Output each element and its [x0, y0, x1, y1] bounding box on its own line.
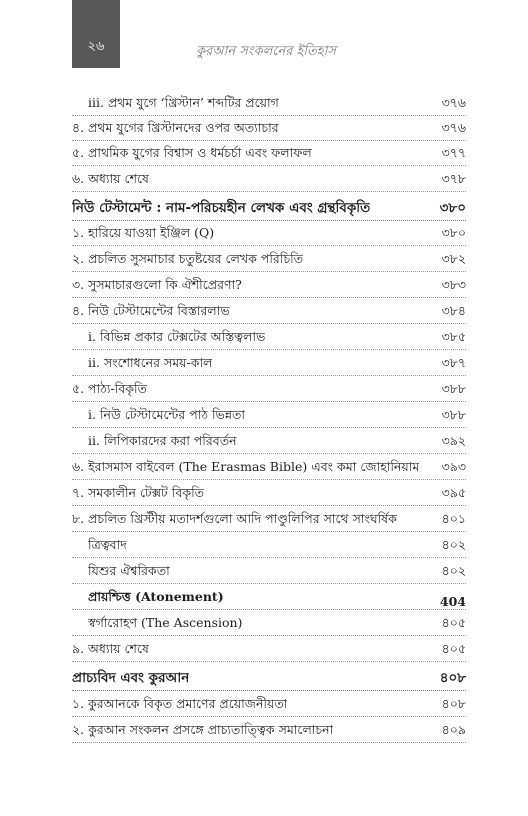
- toc-entry-page: 404: [439, 594, 466, 609]
- toc-entry: [72, 456, 466, 480]
- toc-entry-title: ৪. নিউ টেস্টামেন্টের বিস্তারলাভ: [72, 303, 230, 318]
- toc-entry: [72, 248, 466, 272]
- toc-entry: [72, 508, 466, 532]
- toc-entry-title: iii. প্রথম যুগে ‘খ্রিস্টান’ শব্দটির প্রয়োগ: [88, 95, 279, 110]
- toc-entry: [72, 168, 466, 192]
- toc-section-heading: [72, 665, 466, 691]
- toc-entry-title: যিশুর ঐশ্বরিকতা: [88, 563, 170, 578]
- toc-entry-page: ৩৮৩: [441, 277, 466, 292]
- toc-entry-title: ii. লিপিকারদের করা পরিবর্তন: [88, 433, 237, 448]
- toc-entry: [72, 274, 466, 298]
- toc-entry-title: ৬. ইরাসমাস বাইবেল (The Erasmas Bible) এবং কমা জোহানিয়াম: [72, 459, 420, 474]
- toc-entry: [72, 693, 466, 717]
- toc-entry: [72, 222, 466, 246]
- toc-entry: [72, 378, 466, 402]
- toc-entry-page: ৪০৫: [441, 615, 466, 630]
- toc-entry-title: ত্রিত্ববাদ: [88, 537, 127, 552]
- toc-entry-title: প্রাচ্যবিদ এবং কুরআন: [72, 670, 190, 686]
- toc-entry: [72, 300, 466, 324]
- toc-entry-title: ৫. পাঠ্য-বিকৃতি: [72, 381, 147, 396]
- toc-entry-title: নিউ টেস্টামেন্ট : নাম-পরিচয়হীন লেখক এবং গ্রন্থবিকৃতি: [72, 200, 371, 216]
- toc-entry-page: ৪০২: [441, 537, 466, 552]
- toc-section-heading: [72, 195, 466, 221]
- toc-entry-page: ৩৮৭: [441, 355, 466, 370]
- toc-entry-page: ৩৮৪: [441, 303, 466, 318]
- toc-entry-page: ৪০৮: [439, 670, 466, 686]
- toc-entry-page: ৪০৫: [441, 641, 466, 656]
- toc-entry: [72, 638, 466, 662]
- toc-entry-title: ii. সংশোধনের সময়-কাল: [88, 355, 213, 370]
- toc-entry-title: প্রায়শ্চিত্ত (Atonement): [88, 589, 224, 604]
- toc-entry-title: i. নিউ টেস্টামেন্টের পাঠ ভিন্নতা: [88, 407, 246, 422]
- toc-entry: [72, 534, 466, 558]
- toc-entry-page: ৩৮০: [439, 200, 466, 216]
- toc-entry-title: ৪. প্রথম যুগের খ্রিস্টানদের ওপর অত্যাচার: [72, 120, 279, 135]
- toc-entry-title: ৩. সুসমাচারগুলো কি ঐশীপ্রেরণা?: [72, 277, 242, 292]
- toc-entry: [72, 117, 466, 141]
- toc-entry: [72, 92, 466, 116]
- toc-entry: [72, 719, 466, 743]
- toc-entry-title: ৫. প্রাথমিক যুগের বিশ্বাস ও ধর্মচর্চা এবং ফলাফল: [72, 145, 312, 160]
- toc-entry-page: ৩৮০: [441, 225, 466, 240]
- toc-entry-page: ৩৭৮: [441, 171, 466, 186]
- toc-entry-title: স্বর্গারোহণ (The Ascension): [88, 615, 243, 630]
- toc-entry: [72, 352, 466, 376]
- page-number: ২৬: [87, 39, 105, 54]
- toc-entry-title: ৮. প্রচলিত খ্রিস্টীয় মতাদর্শগুলো আদি পাণ্ডুলিপির সাথে সাংঘর্ষিক: [72, 511, 397, 526]
- toc-entry-page: ৩৮৮: [441, 381, 466, 396]
- toc-entry-page: ৩৮৮: [441, 407, 466, 422]
- page-number-tab: [72, 0, 120, 68]
- toc-entry-page: ৩৯৩: [441, 459, 466, 474]
- toc-entry-title: ২. কুরআন সংকলন প্রসঙ্গে প্রাচ্যতাত্ত্বিক সমালোচনা: [72, 722, 334, 737]
- toc-entry: [72, 612, 466, 636]
- toc-entry: [72, 404, 466, 428]
- toc-entry-page: ৩৭৬: [441, 120, 466, 135]
- toc-entry-page: ৪০২: [441, 563, 466, 578]
- toc-entry-title: ৭. সমকালীন টেক্সট বিকৃতি: [72, 485, 205, 500]
- toc-entry-page: ৩৯২: [441, 433, 466, 448]
- toc-entry-title: ১. হারিয়ে যাওয়া ইঞ্জিল (Q): [72, 225, 215, 240]
- toc-entry-page: ৪০৯: [441, 722, 466, 737]
- toc-entry-title: ৬. অধ্যায় শেষে: [72, 171, 149, 186]
- toc-entry: [72, 586, 466, 610]
- toc-entry: [72, 142, 466, 166]
- toc-entry-title: i. বিভিন্ন প্রকার টেক্সটের অস্তিত্বলাভ: [88, 329, 266, 344]
- toc-entry: [72, 482, 466, 506]
- toc-entry: [72, 326, 466, 350]
- toc-entry: [72, 560, 466, 584]
- toc-entry: [72, 430, 466, 454]
- running-title: কুরআন সংকলনের ইতিহাস: [196, 44, 336, 59]
- toc-entry-title: ১. কুরআনকে বিকৃত প্রমাণের প্রয়োজনীয়তা: [72, 696, 288, 711]
- toc-entry-title: ৯. অধ্যায় শেষে: [72, 641, 149, 656]
- toc-entry-page: ৩৭৬: [441, 95, 466, 110]
- toc-entry-title: ২. প্রচলিত সুসমাচার চতুষ্টয়ের লেখক পরিচিতি: [72, 251, 304, 266]
- toc-entry-page: ৩৮৫: [441, 329, 466, 344]
- toc-entry-page: ৩৯৫: [441, 485, 466, 500]
- toc-entry-page: ৪০১: [441, 511, 466, 526]
- toc-entry-page: ৩৮২: [441, 251, 466, 266]
- toc-entry-page: ৩৭৭: [441, 145, 466, 160]
- toc-entry-page: ৪০৮: [441, 696, 466, 711]
